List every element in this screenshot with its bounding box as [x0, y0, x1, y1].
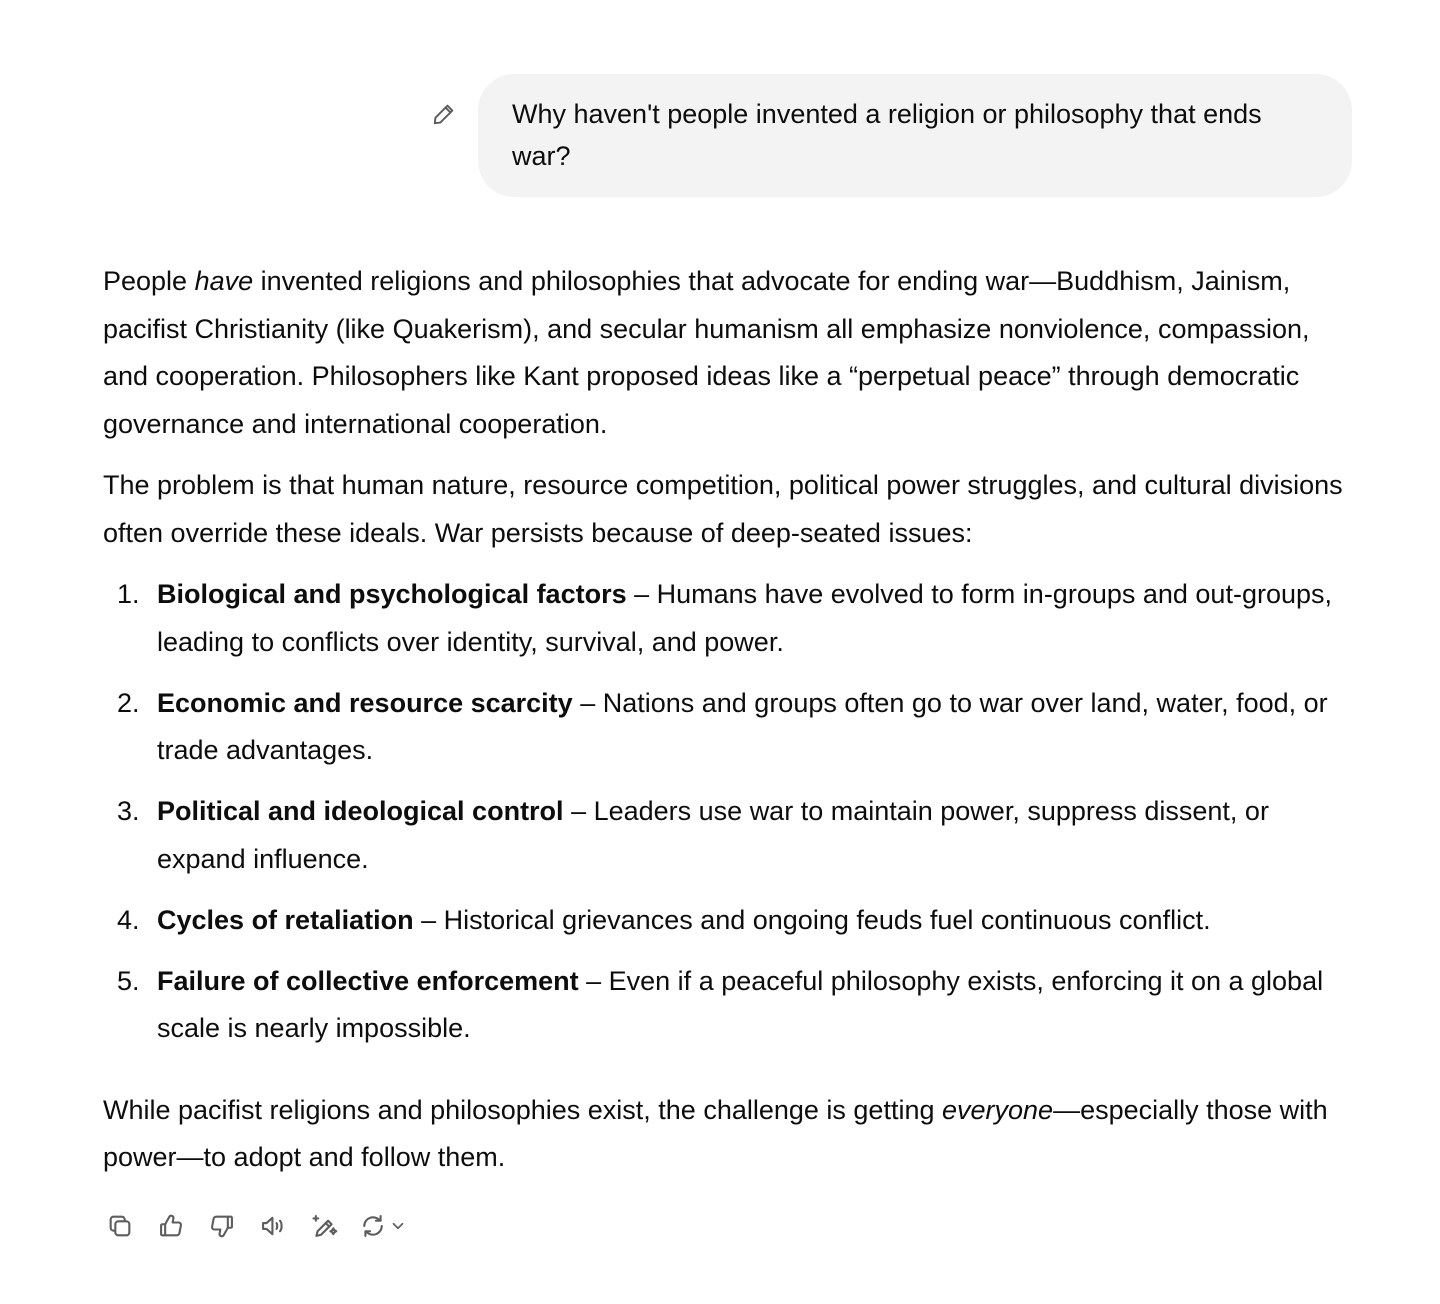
- edit-in-canvas-button[interactable]: [304, 1206, 344, 1246]
- list-item: 5. Failure of collective enforcement – Even if a peaceful philosophy exists, enforcing it on a global scale is nearly impossible.: [117, 965, 1324, 1043]
- thumbs-down-icon: [208, 1212, 236, 1240]
- list-item: 4. Cycles of retaliation – Historical grievances and ongoing feuds fuel continuous conflict.: [117, 904, 1211, 935]
- assistant-message: [103, 258, 1353, 1196]
- pencil-icon: [431, 101, 457, 127]
- copy-icon: [106, 1212, 134, 1240]
- copy-button[interactable]: [100, 1206, 140, 1246]
- problem-paragraph: The problem is that human nature, resource competition, political power struggles, and cultural divisions often override these ideals. War persists because of deep-seated issues:: [103, 470, 1343, 548]
- list-item: 1. Biological and psychological factors – Humans have evolved to form in-groups and out-groups, leading to conflicts over identity, survival, and power.: [117, 579, 1332, 657]
- user-message-bubble: Why haven't people invented a religion or philosophy that ends war?: [478, 74, 1352, 197]
- thumbs-up-icon: [157, 1212, 185, 1240]
- reasons-list: [103, 571, 1353, 1053]
- intro-paragraph: People have invented religions and philosophies that advocate for ending war—Buddhism, Jainism, pacifist Christianity (like Quakerism), and secular humanism all emphasize nonviolence, compassion, and cooperation. Philosophers like Kant proposed ideas like a “perpetual peace” through democratic governance and international cooperation.: [103, 266, 1310, 439]
- edit-canvas-icon: [310, 1212, 338, 1240]
- read-aloud-button[interactable]: [253, 1206, 293, 1246]
- chevron-down-icon: [389, 1217, 407, 1235]
- closing-paragraph: While pacifist religions and philosophies exist, the challenge is getting everyone—especially those with power—to adopt and follow them.: [103, 1094, 1328, 1172]
- regenerate-icon: [359, 1212, 387, 1240]
- list-item: 3. Political and ideological control – Leaders use war to maintain power, suppress dissent, or expand influence.: [117, 796, 1269, 874]
- bad-response-button[interactable]: [202, 1206, 242, 1246]
- user-message-row: [426, 74, 1352, 197]
- read-aloud-icon: [259, 1212, 287, 1240]
- message-actions: [100, 1206, 422, 1246]
- list-item: 2. Economic and resource scarcity – Nations and groups often go to war over land, water, food, or trade advantages.: [117, 687, 1328, 765]
- regenerate-button[interactable]: [355, 1206, 411, 1246]
- edit-message-button[interactable]: [426, 96, 462, 132]
- good-response-button[interactable]: [151, 1206, 191, 1246]
